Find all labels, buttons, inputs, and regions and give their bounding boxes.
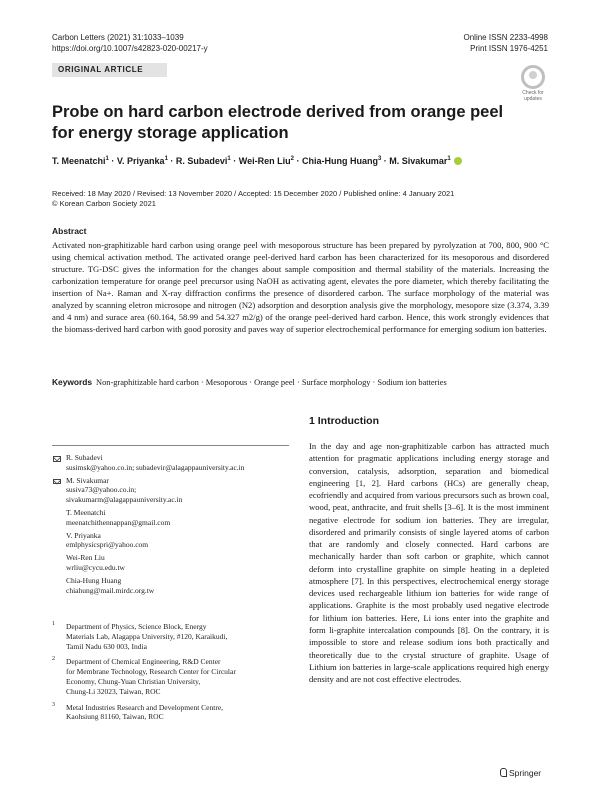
publication-dates: Received: 18 May 2020 / Revised: 13 November 2020 / Accepted: 15 December 2020 / Published online: 4 January 2021 © Korean Carbon Society 2021 — [52, 189, 455, 208]
contact-entry: R. Subadevi susimsk@yahoo.co.in; subadevir@alagappauniversity.ac.in — [52, 453, 292, 473]
print-issn: Print ISSN 1976-4251 — [470, 44, 548, 53]
affiliation-list — [52, 622, 292, 728]
check-updates-icon — [521, 65, 545, 89]
keywords — [52, 377, 447, 387]
email-link[interactable]: chiahung@mail.mirdc.org.tw — [66, 585, 155, 595]
copyright: © Korean Carbon Society 2021 — [52, 199, 156, 208]
doi-link[interactable]: https://doi.org/10.1007/s42823-020-00217-y — [52, 44, 208, 53]
contact-entry: T. Meenatchi meenatchithennappan@gmail.com — [52, 508, 292, 528]
email-link[interactable]: susiva73@yahoo.co.in; — [66, 485, 137, 495]
keywords-text: Non-graphitizable hard carbon · Mesoporous · Orange peel · Surface morphology · Sodium ion batteries — [96, 378, 447, 387]
footnote-divider — [52, 445, 289, 446]
email-link[interactable]: susimsk@yahoo.co.in; subadevir@alagappauniversity.ac.in — [66, 462, 245, 472]
abstract-text: Activated non-graphitizable hard carbon using orange peel with mesoporous structure has been prepared by pyrolyzation at 700, 800, 900 °C using chemical activation method. The activated orange peel-derived hard carbon has been characterized for its mesoporous and disordered structure. TG-DSC gives the information for the changes about sample composition and thermal stability of the materials. Increasing the carbonization temperature for orange peel precursor using NaOH as activating agent, elevates the pore diameter, which thereby facilitating the insertion of Na+. Raman and X-ray diffraction confirms the presence of disordered carbon. The surface morphology of the material was analyzed by scanning eletron microsope and nitrogen (N2) adsorption and desorption analysis give the morphology, mesopore size (3.374, 3.39 and 4 nm) and surace area (60.164, 58.99 and 54.327 m2/g) of the orange peel-derived hard carbon. Hence, this work strongly evidences that the biomass-derived hard carbon with good porosity and paves way of superior electrochemical performance for emerging sodium ion batteries. — [52, 240, 549, 334]
abstract-heading: Abstract — [52, 226, 87, 236]
author[interactable]: V. Priyanka — [116, 156, 165, 166]
check-for-updates-badge[interactable]: Check for updates — [517, 65, 549, 97]
contact-entry: Wei-Ren Liu wrliu@cycu.edu.tw — [52, 553, 292, 573]
paper-title: Probe on hard carbon electrode derived from orange peel for energy storage application — [52, 103, 504, 142]
springer-horse-icon — [500, 768, 507, 777]
author[interactable]: T. Meenatchi — [52, 156, 106, 166]
orcid-icon[interactable] — [454, 157, 462, 165]
contact-list — [52, 453, 292, 598]
section-heading-introduction: 1 Introduction — [309, 415, 379, 427]
affiliation: 2 Department of Chemical Engineering, R&D Center for Membrane Technology, Research Center for Circular Economy, Chung-Yuan Christian University, Chung-Li 32023, Taiwan, ROC — [52, 656, 236, 696]
contact-entry: V. Priyanka emlphysicspri@yahoo.com — [52, 531, 292, 551]
article-type-label: ORIGINAL ARTICLE — [58, 65, 144, 74]
author[interactable]: Wei-Ren Liu — [238, 156, 291, 166]
online-issn: Online ISSN 2233-4998 — [463, 33, 548, 42]
email-link[interactable]: wrliu@cycu.edu.tw — [66, 562, 125, 572]
journal-header — [52, 32, 208, 54]
issn-block — [464, 32, 549, 54]
envelope-icon — [53, 479, 61, 485]
author[interactable]: M. Sivakumar — [389, 156, 448, 166]
publisher-logo: Springer — [500, 768, 541, 778]
email-link[interactable]: meenatchithennappan@gmail.com — [66, 517, 171, 527]
author[interactable]: R. Subadevi — [175, 156, 228, 166]
contact-entry: M. Sivakumar susiva73@yahoo.co.in; sivakumarm@alagappauniversity.ac.in — [52, 476, 292, 505]
contact-entry: Chia-Hung Huang chiahung@mail.mirdc.org.tw — [52, 576, 292, 596]
introduction-text: In the day and age non-graphitizable carbon has attracted much attention for pragmatic applications including energy storage and conversion, catalysis, adsorption, separation and biomedical engineering [1, 2]. Hard carbons (HCs) are generally cheap, ecofriendly and acquired from various precursors such as brown coal, wood, peat, anthracite, and fruit shells [3–6]. It is the most imminent negative electrode for sodium ion batteries. They are irregular, disordered and primarily consists of single layered atoms of carbon that are randomly and closely connected. Hard carbons are mechanically harder than soft carbon or graphite, which cannot deform into crystalline graphite on simple heating in a depleted atmosphere [7]. In this perspectives, electrochemical energy storage devices used rechargeable lithium ion batteries for wide range of applications. Graphite is the most probably used negative electrode for lithium ion batteries. Here, Li ions enter into the graphite and form li-graphite intercalation compounds [8]. On the contrary, it is impossible to store and release sodium ions both practically and theoretically due to the crystal structure of graphite. Usage of Lithium ion batteries in large-scale applications required high energy density and are not cost effective electrodes. — [309, 441, 549, 685]
envelope-icon — [53, 456, 61, 462]
email-link[interactable]: sivakumarm@alagappauniversity.ac.in — [66, 495, 183, 505]
author-list: T. Meenatchi$^1$ · V. Priyanka$^1$ · R. Subadevi$^1$ · Wei-Ren Liu$^2$ · Chia-Hung Huang$^3$ · M. Sivakumar$^1$ — [52, 156, 462, 166]
email-link[interactable]: emlphysicspri@yahoo.com — [66, 540, 149, 550]
author[interactable]: Chia-Hung Huang — [301, 156, 378, 166]
affiliation: 3 Metal Industries Research and Development Centre, Kaohsiung 81160, Taiwan, ROC — [52, 701, 224, 722]
affiliation: 1 Department of Physics, Science Block, Energy Materials Lab, Alagappa University, #120, Karaikudi, Tamil Nadu 630 003, India — [52, 621, 228, 651]
journal-citation: Carbon Letters (2021) 31:1033–1039 — [52, 33, 184, 42]
keywords-label: Keywords — [52, 377, 93, 387]
